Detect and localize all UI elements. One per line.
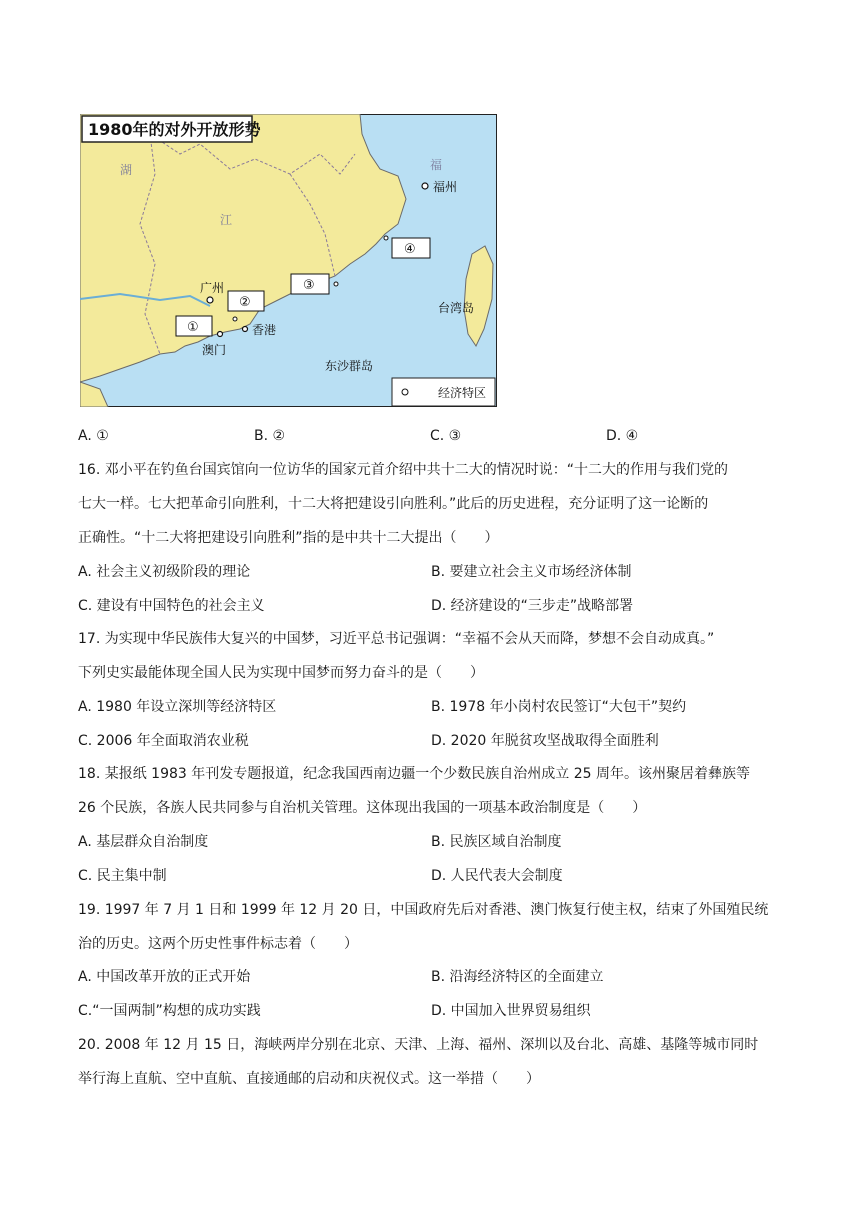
province-label-fujian: 福 (430, 158, 443, 172)
q17-option-c[interactable]: C. 2006 年全面取消农业税 (78, 733, 249, 749)
marker-3-dot (334, 282, 338, 286)
marker-2: ② (239, 295, 251, 310)
q19-line-1: 19. 1997 年 7 月 1 日和 1999 年 12 月 20 日，中国政府先后对香港、澳门恢复行使主权，结束了外国殖民统 (78, 902, 769, 918)
fuzhou-label: 福州 (433, 180, 458, 194)
q19-option-b[interactable]: B. 沿海经济特区的全面建立 (431, 969, 604, 985)
xianggang-dot (243, 327, 248, 332)
q16-line-2: 七大一样。七大把革命引向胜利，十二大将把建设引向胜利。”此后的历史进程，充分证明了这一论断的 (78, 496, 709, 512)
q15-option-c[interactable]: C. ③ (430, 428, 462, 444)
q15-option-d[interactable]: D. ④ (606, 428, 639, 444)
q18-option-b[interactable]: B. 民族区域自治制度 (431, 834, 562, 850)
q19-line-2: 治的历史。这两个历史性事件标志着（ ） (78, 936, 358, 952)
map-title: 1980年的对外开放形势 (88, 120, 261, 139)
q20-line-2: 举行海上直航、空中直航、直接通邮的启动和庆祝仪式。这一举措（ ） (78, 1071, 540, 1087)
q18-option-d[interactable]: D. 人民代表大会制度 (431, 868, 563, 884)
marker-4-dot (384, 236, 388, 240)
aomen-label: 澳门 (202, 343, 227, 357)
marker-3: ③ (303, 278, 315, 293)
q17-line-2: 下列史实最能体现全国人民为实现中国梦而努力奋斗的是（ ） (78, 665, 484, 681)
q20-line-1: 20. 2008 年 12 月 15 日，海峡两岸分别在北京、天津、上海、福州、深圳以及台北、高雄、基隆等城市同时 (78, 1037, 759, 1053)
q15-option-a[interactable]: A. ① (78, 428, 109, 444)
q17-option-d[interactable]: D. 2020 年脱贫攻坚战取得全面胜利 (431, 733, 659, 749)
marker-4: ④ (404, 242, 416, 257)
q18-line-2: 26 个民族，各族人民共同参与自治机关管理。这体现出我国的一项基本政治制度是（ ） (78, 800, 647, 816)
q17-option-b[interactable]: B. 1978 年小岗村农民签订“大包干”契约 (431, 699, 687, 715)
q16-option-a[interactable]: A. 社会主义初级阶段的理论 (78, 564, 251, 580)
legend-label: 经济特区 (438, 386, 487, 400)
q19-option-c[interactable]: C.“一国两制”构想的成功实践 (78, 1003, 261, 1019)
marker-1: ① (187, 320, 199, 335)
q17-line-1: 17. 为实现中华民族伟大复兴的中国梦，习近平总书记强调：“幸福不会从天而降，梦想不会自动成真。” (78, 631, 715, 647)
q16-option-b[interactable]: B. 要建立社会主义市场经济体制 (431, 564, 632, 580)
q18-line-1: 18. 某报纸 1983 年刊发专题报道，纪念我国西南边疆一个少数民族自治州成立 25 周年。该州聚居着彝族等 (78, 766, 750, 782)
q15-option-b[interactable]: B. ② (254, 428, 286, 444)
q16-option-c[interactable]: C. 建设有中国特色的社会主义 (78, 598, 265, 614)
q19-option-d[interactable]: D. 中国加入世界贸易组织 (431, 1003, 591, 1019)
fuzhou-dot (422, 183, 428, 189)
guangzhou-dot (207, 297, 213, 303)
q17-option-a[interactable]: A. 1980 年设立深圳等经济特区 (78, 699, 277, 715)
map-figure (80, 114, 497, 407)
q18-option-a[interactable]: A. 基层群众自治制度 (78, 834, 209, 850)
guangzhou-label: 广州 (200, 281, 225, 295)
province-label-jiangxi: 江 (220, 213, 233, 227)
legend-symbol (402, 389, 408, 395)
taiwan-label: 台湾岛 (438, 301, 475, 315)
aomen-dot (218, 332, 223, 337)
q19-option-a[interactable]: A. 中国改革开放的正式开始 (78, 969, 251, 985)
q16-option-d[interactable]: D. 经济建设的“三步走”战略部署 (431, 598, 634, 614)
dongsha-label: 东沙群岛 (325, 359, 374, 373)
marker-2-dot (233, 317, 237, 321)
province-label-hunan: 湖 (120, 163, 133, 177)
xianggang-label: 香港 (252, 323, 277, 337)
q16-line-1: 16. 邓小平在钓鱼台国宾馆向一位访华的国家元首介绍中共十二大的情况时说：“十二大的作用与我们党的 (78, 462, 728, 478)
q16-line-3: 正确性。“十二大将把建设引向胜利”指的是中共十二大提出（ ） (78, 530, 499, 546)
q18-option-c[interactable]: C. 民主集中制 (78, 868, 167, 884)
